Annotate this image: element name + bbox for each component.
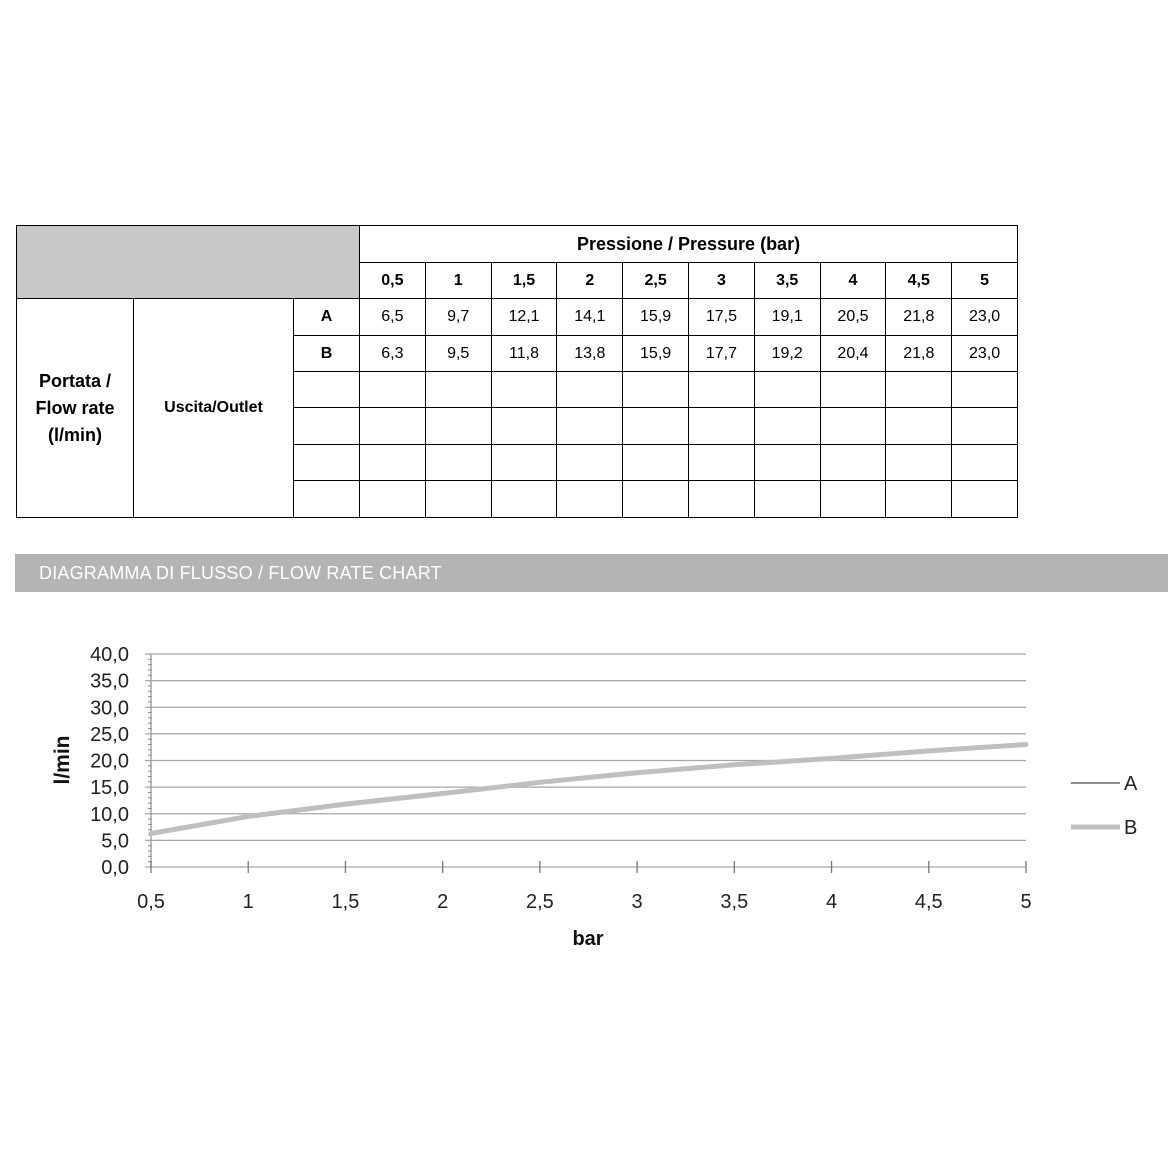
empty-cell [557, 372, 623, 408]
table-corner [17, 226, 360, 299]
empty-cell [886, 481, 952, 518]
pressure-cell: 5 [952, 263, 1018, 299]
value-cell: 6,5 [360, 299, 426, 336]
y-tick-label: 30,0 [90, 697, 129, 720]
pressure-header: Pressione / Pressure (bar) [360, 226, 1018, 263]
value-cell: 20,4 [820, 336, 886, 372]
series-line-a [151, 745, 1026, 833]
value-cell: 14,1 [557, 299, 623, 336]
flow-rate-label [17, 299, 134, 518]
empty-cell [689, 481, 755, 518]
empty-cell [557, 408, 623, 445]
pressure-cell: 0,5 [360, 263, 426, 299]
value-cell: 11,8 [491, 336, 557, 372]
x-tick-label: 2 [437, 891, 449, 913]
value-cell: 15,9 [623, 299, 689, 336]
flow-rate-chart [0, 600, 1168, 970]
value-cell: 19,1 [754, 299, 820, 336]
empty-cell [886, 408, 952, 445]
x-tick-label: 1,5 [331, 891, 360, 913]
value-cell: 6,3 [360, 336, 426, 372]
x-tick-label: 4 [825, 891, 838, 913]
value-cell: 23,0 [952, 299, 1018, 336]
flow-rate-table [16, 225, 1018, 518]
empty-cell [623, 481, 689, 518]
empty-cell [294, 408, 360, 445]
y-tick-label: 35,0 [90, 670, 129, 693]
value-cell: 9,7 [425, 299, 491, 336]
empty-cell [689, 408, 755, 445]
empty-cell [294, 372, 360, 408]
pressure-cell: 4 [820, 263, 886, 299]
pressure-cell: 4,5 [886, 263, 952, 299]
flow-rate-label-line: Portata / [38, 370, 112, 391]
flow-rate-label-line: Flow rate [35, 397, 115, 418]
value-cell: 17,5 [689, 299, 755, 336]
pressure-cell: 3 [689, 263, 755, 299]
empty-cell [491, 445, 557, 481]
empty-cell [952, 408, 1018, 445]
empty-cell [491, 372, 557, 408]
empty-cell [623, 408, 689, 445]
empty-cell [294, 445, 360, 481]
y-tick-label: 20,0 [90, 750, 129, 773]
empty-cell [491, 408, 557, 445]
y-tick-label: 5,0 [101, 830, 129, 853]
pressure-cell: 3,5 [754, 263, 820, 299]
y-tick-label: 15,0 [90, 777, 129, 800]
empty-cell [952, 372, 1018, 408]
empty-cell [689, 445, 755, 481]
pressure-cell: 1 [425, 263, 491, 299]
empty-cell [754, 445, 820, 481]
x-tick-label: 3 [631, 891, 643, 913]
pressure-cell: 1,5 [491, 263, 557, 299]
table-row [17, 299, 1018, 336]
empty-cell [754, 408, 820, 445]
value-cell: 21,8 [886, 299, 952, 336]
y-tick-label: 40,0 [90, 644, 129, 666]
y-tick-label: 25,0 [90, 723, 129, 746]
empty-cell [689, 372, 755, 408]
empty-cell [820, 408, 886, 445]
y-axis-title: l/min [51, 735, 74, 785]
empty-cell [623, 445, 689, 481]
x-tick-label: 5 [1020, 891, 1032, 913]
empty-cell [294, 481, 360, 518]
empty-cell [425, 372, 491, 408]
value-cell: 17,7 [689, 336, 755, 372]
empty-cell [623, 372, 689, 408]
empty-cell [360, 481, 426, 518]
outlet-name-cell: B [294, 336, 360, 372]
x-tick-label: 0,5 [137, 891, 165, 913]
empty-cell [360, 408, 426, 445]
empty-cell [952, 481, 1018, 518]
x-tick-label: 1 [242, 891, 254, 913]
empty-cell [754, 481, 820, 518]
empty-cell [360, 445, 426, 481]
value-cell: 13,8 [557, 336, 623, 372]
outlet-label: Uscita/Outlet [134, 299, 294, 518]
empty-cell [820, 445, 886, 481]
x-tick-label: 4,5 [914, 891, 943, 913]
empty-cell [557, 481, 623, 518]
empty-cell [952, 445, 1018, 481]
pressure-cell: 2,5 [623, 263, 689, 299]
empty-cell [886, 372, 952, 408]
value-cell: 20,5 [820, 299, 886, 336]
empty-cell [886, 445, 952, 481]
flow-rate-label-line: (l/min) [48, 424, 102, 445]
empty-cell [425, 408, 491, 445]
x-axis-title: bar [572, 928, 604, 950]
x-tick-label: 3,5 [720, 891, 749, 913]
empty-cell [491, 481, 557, 518]
value-cell: 19,2 [754, 336, 820, 372]
empty-cell [820, 372, 886, 408]
section-header [15, 554, 1168, 592]
section-title: DIAGRAMMA DI FLUSSO / FLOW RATE CHART [39, 563, 442, 583]
value-cell: 12,1 [491, 299, 557, 336]
legend-label: A [1124, 773, 1138, 795]
value-cell: 15,9 [623, 336, 689, 372]
y-tick-label: 0,0 [101, 857, 129, 879]
series-line-b [151, 745, 1026, 834]
empty-cell [425, 445, 491, 481]
empty-cell [820, 481, 886, 518]
empty-cell [754, 372, 820, 408]
x-tick-label: 2,5 [525, 891, 554, 913]
value-cell: 9,5 [425, 336, 491, 372]
empty-cell [360, 372, 426, 408]
pressure-cell: 2 [557, 263, 623, 299]
legend-label: B [1124, 817, 1138, 839]
value-cell: 21,8 [886, 336, 952, 372]
y-tick-label: 10,0 [90, 803, 129, 826]
empty-cell [557, 445, 623, 481]
outlet-name-cell: A [294, 299, 360, 336]
value-cell: 23,0 [952, 336, 1018, 372]
empty-cell [425, 481, 491, 518]
